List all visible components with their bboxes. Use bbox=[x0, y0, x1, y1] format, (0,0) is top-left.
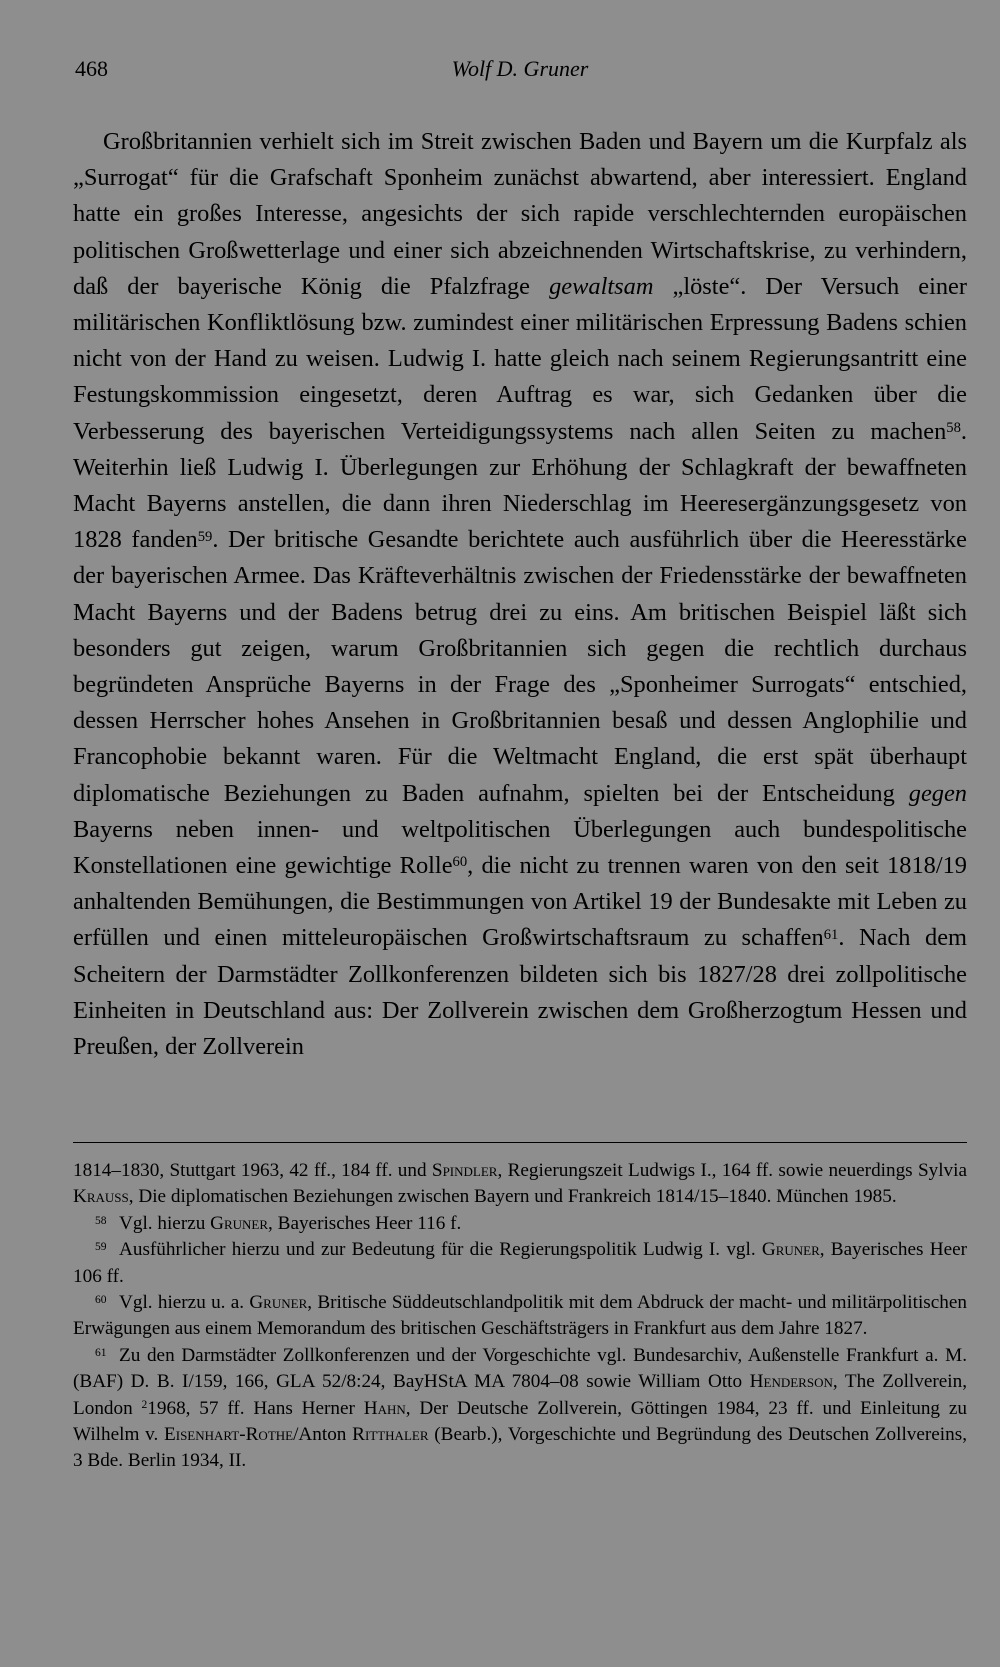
page-number: 468 bbox=[75, 56, 108, 81]
footnote-ref-61[interactable]: 61 bbox=[823, 926, 839, 943]
footnote-text: /Anton bbox=[293, 1424, 353, 1446]
author-name: Gruner bbox=[249, 1292, 308, 1314]
author-name: Krauss bbox=[73, 1186, 129, 1208]
footnote-text: , Die diplomatischen Beziehungen zwischen Bayern und Frankreich 1814/15–1840. München 1985. bbox=[128, 1186, 897, 1208]
body-text-segment: „löste“. Der Versuch einer militärischen Konfliktlösung bzw. zumindest einer militärischen Erpressung Badens schien nicht von der Hand zu weisen. Ludwig I. hatte gleich nach seinem Regierungsantritt eine Festungskommission eingesetzt, deren Auftrag es war, sich Gedanken über die Verbesserung des bayerischen Verteidigungssystems nach allen Seiten zu machen bbox=[73, 272, 967, 445]
footnote-continuation bbox=[73, 1158, 967, 1211]
body-paragraph bbox=[73, 124, 967, 1065]
author-name: Ritthaler bbox=[352, 1424, 429, 1446]
footnote-text: , Britische Süddeutschlandpolitik mit dem Abdruck der macht- und militärpolitischen Erwägungen aus einem Memorandum des britischen Geschäftsträgers in Frankfurt aus dem Jahre 1827. bbox=[73, 1292, 967, 1340]
footnote-59: $^{59}$ Ausführlicher hierzu und zur Bedeutung für die Regierungspolitik Ludwig I. vgl. Gruner, Bayerisches Heer 106 ff. bbox=[73, 1239, 968, 1287]
body-text-segment: , die nicht zu trennen waren von den seit 1818/19 anhaltenden Bemühungen, die Bestimmungen von Artikel 19 der Bundesakte mit Leben zu erfüllen und einen mitteleuropäischen Großwirtschaftsraum zu schaffen bbox=[73, 852, 967, 952]
body-text-segment: Großbritannien verhielt sich im Streit zwischen Baden und Bayern um die Kurpfalz als „Surrogat“ für die Grafschaft Sponheim zunächst abwartend, aber interessiert. England hatte ein großes Interesse, angesichts der sich rapide verschlechternden europäischen politischen Großwetterlage und einer sich abzeichnenden Wirtschaftskrise, zu verhindern, daß der bayerische König die Pfalzfrage bbox=[73, 128, 967, 300]
author-name: Gruner bbox=[210, 1212, 269, 1234]
author-name: Hahn bbox=[363, 1397, 406, 1419]
page-header bbox=[73, 52, 967, 86]
footnote-text: Zu den Darmstädter Zollkonferenzen und der Vorgeschichte vgl. Bundesarchiv, Außenstelle Frankfurt a. M. (BAF) D. B. I/159, 166, GLA 52/8:24, BayHStA MA 7804–08 sowie William Otto bbox=[73, 1344, 967, 1393]
body-text-segment: . Der britische Gesandte berichtete auch ausführlich über die Heeresstärke der bayerischen Armee. Das Kräfteverhältnis zwischen der Friedensstärke der bewaffneten Macht Bayerns und der Badens betrug drei zu eins. Am britischen Beispiel läßt sich besonders gut zeigen, warum Großbritannien sich gegen die rechtlich durchaus begründeten Ansprüche Bayerns in der Frage des „Sponheimer Surrogats“ entschied, dessen Herrscher hohes Ansehen in Großbritannien besaß und dessen Anglophilie und Francophobie bekannt waren. Für die Weltmacht England, die erst spät überhaupt diplomatische Beziehungen zu Baden aufnahm, spielten bei der Entscheidung bbox=[73, 526, 967, 807]
body-text bbox=[73, 124, 967, 1065]
footnote-text: 1968, 57 ff. Hans Herner bbox=[147, 1397, 364, 1419]
footnote-ref-59[interactable]: 59 bbox=[197, 528, 213, 545]
footnote-separator bbox=[73, 1142, 967, 1143]
author-name: Spindler bbox=[431, 1160, 498, 1181]
author-name: Henderson bbox=[749, 1371, 833, 1393]
footnote-ref-60[interactable]: 60 bbox=[452, 854, 468, 871]
footnote-text: , Bayerisches Heer 106 ff. bbox=[73, 1239, 968, 1287]
footnote-text: 1814–1830, Stuttgart 1963, 42 ff., 184 ff. und bbox=[73, 1160, 432, 1181]
footnote-text: Ausführlicher hierzu und zur Bedeutung für die Regierungspolitik Ludwig I. vgl. bbox=[119, 1239, 762, 1261]
footnote-text: , Bayerisches Heer 116 f. bbox=[268, 1212, 462, 1234]
footnote-text: , The Zollverein, London bbox=[73, 1371, 967, 1419]
footnote-text: , Regierungszeit Ludwigs I., 164 ff. sowie neuerdings Sylvia bbox=[497, 1160, 967, 1181]
edition-number: 2 bbox=[141, 1399, 148, 1412]
footnote-58: $^{58}$ Vgl. hierzu Gruner, Bayerisches Heer 116 f. bbox=[95, 1212, 462, 1234]
footnote-text: (Bearb.), Vorgeschichte und Begründung des Deutschen Zollvereins, 3 Bde. Berlin 1934, II. bbox=[73, 1424, 967, 1472]
body-text-segment: . Weiterhin ließ Ludwig I. Überlegungen zur Erhöhung der Schlagkraft der bewaffneten Macht Bayerns anstellen, die dann ihren Niederschlag im Heeresergänzungsgesetz von 1828 fanden bbox=[73, 417, 967, 554]
body-text-segment: Bayerns neben innen- und weltpolitischen Überlegungen auch bundespolitische Konstellationen eine gewichtige Rolle bbox=[73, 815, 967, 880]
footnote-61: $^{61}$ Zu den Darmstädter Zollkonferenzen und der Vorgeschichte vgl. Bundesarchiv, Außenstelle Frankfurt a. M. (BAF) D. B. I/159, 166, GLA 52/8:24, BayHStA MA 7804–08 sowie William Otto Henderson, The Zollverein, London $^2$1968, 57 ff. Hans Herner Hahn, Der Deutsche Zollverein, Göttingen 1984, 23 ff. und Einleitung zu Wilhelm v. Eisenhart-Rothe/Anton Ritthaler (Bearb.), Vorgeschichte und Begründung des Deutschen Zollvereins, 3 Bde. Berlin 1934, II. bbox=[73, 1344, 967, 1472]
running-head: Wolf D. Gruner bbox=[451, 56, 589, 81]
emphasis-gewaltsam: gewaltsam bbox=[549, 272, 654, 300]
footnotes bbox=[73, 1158, 967, 1475]
footnote-ref-58[interactable]: 58 bbox=[946, 420, 961, 437]
footnote-text: , Der Deutsche Zollverein, Göttingen 1984, 23 ff. und Einleitung zu Wilhelm v. bbox=[73, 1397, 967, 1446]
author-name: Eisenhart-Rothe bbox=[164, 1424, 294, 1446]
footnote-60: $^{60}$ Vgl. hierzu u. a. Gruner, Britische Süddeutschlandpolitik mit dem Abdruck der macht- und militärpolitischen Erwägungen aus einem Memorandum des britischen Geschäftsträgers in Frankfurt aus dem Jahre 1827. bbox=[73, 1292, 967, 1340]
footnote-text: Vgl. hierzu u. a. bbox=[119, 1292, 250, 1314]
author-name: Gruner bbox=[761, 1239, 820, 1261]
emphasis-gegen: gegen bbox=[908, 779, 967, 807]
body-text-segment: . Nach dem Scheitern der Darmstädter Zollkonferenzen bildeten sich bis 1827/28 drei zollpolitische Einheiten in Deutschland aus: Der Zollverein zwischen dem Großherzogtum Hessen und Preußen, der Zollverein bbox=[73, 924, 968, 1061]
footnote-text: Vgl. hierzu bbox=[119, 1212, 211, 1234]
